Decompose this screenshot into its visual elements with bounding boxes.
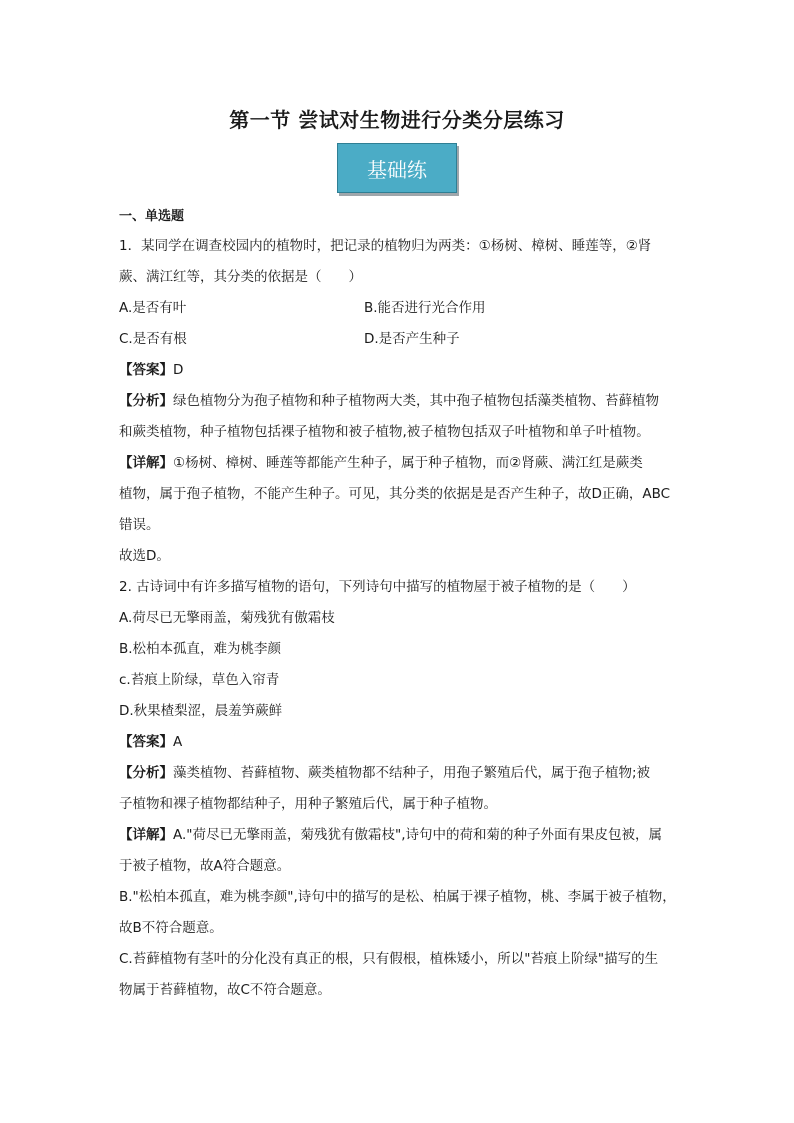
q2-detail-b-line-2: 故B不符合题意。: [119, 920, 223, 936]
question-1: [119, 231, 679, 572]
q1-options-row-2: [119, 324, 679, 355]
q1-analysis-text-1: 绿色植物分为孢子植物和种子植物两大类，其中孢子植物包括藻类植物、苔藓植物: [173, 393, 659, 409]
q2-detail-line-1: [119, 820, 679, 851]
q2-detail-c-line-1: C.苔藓植物有茎叶的分化没有真正的根，只有假根，植株矮小，所以"苔痕上阶绿"描写的生: [119, 951, 659, 967]
question-2: [119, 572, 679, 1006]
q1-answer-tag: 【答案】: [119, 362, 173, 378]
section-heading: 一、单选题: [119, 209, 185, 224]
q1-detail-line-2: 植物，属于孢子植物，不能产生种子。可见，其分类的依据是是否产生种子，故D正确，ABC: [119, 486, 671, 502]
q1-analysis-tag: 【分析】: [119, 393, 173, 409]
q2-detail-line-2: 于被子植物，故A符合题意。: [119, 858, 291, 874]
q2-analysis-line-2: 子植物和裸子植物都结种子，用种子繁殖后代，属于种子植物。: [119, 796, 497, 812]
q2-answer-tag: 【答案】: [119, 734, 173, 750]
q1-stem-line-2: 蕨、满江红等，其分类的依据是（ ）: [119, 269, 362, 285]
q1-detail-line-1: [119, 448, 679, 479]
q1-analysis-line-2: 和蕨类植物，种子植物包括裸子植物和被子植物,被子植物包括双子叶植物和单子叶植物。: [119, 424, 650, 440]
q1-option-d: D.是否产生种子: [364, 331, 460, 347]
q2-answer: [119, 727, 679, 758]
q2-answer-value: A: [173, 734, 183, 750]
q1-option-b: B.能否进行光合作用: [364, 300, 486, 316]
q1-stem-line-1: 1．某同学在调查校园内的植物时，把记录的植物归为两类：①杨树、樟树、睡莲等，②肾: [119, 238, 652, 254]
q2-detail-c-line-2: 物属于苔藓植物，故C不符合题意。: [119, 982, 331, 998]
exercise-content: [119, 206, 679, 1006]
q2-option-d: D.秋果楂梨涩，晨羞笋蕨鲜: [119, 703, 283, 719]
page-title: 第一节 尝试对生物进行分类分层练习: [229, 108, 565, 132]
q1-detail-line-3: 错误。: [119, 517, 160, 533]
q2-detail-tag: 【详解】: [119, 827, 173, 843]
q1-options-row-1: [119, 293, 679, 324]
q1-answer: [119, 355, 679, 386]
level-badge: 基础练: [337, 143, 457, 193]
q2-detail-text-1: A."荷尽已无擎雨盖，菊残犹有傲霜枝",诗句中的荷和菊的种子外面有果皮包被，属: [173, 827, 662, 843]
q1-analysis-line-1: [119, 386, 679, 417]
q2-detail-b-line-1: B."松柏本孤直，难为桃李颜",诗句中的描写的是松、柏属于裸子植物，桃、李属于被子植物，: [119, 889, 676, 905]
q2-analysis-text-1: 藻类植物、苔藓植物、蕨类植物都不结种子，用孢子繁殖后代，属于孢子植物;被: [173, 765, 651, 781]
q1-choose: 故选D。: [119, 548, 170, 564]
q1-detail-text-1: ①杨树、樟树、睡莲等都能产生种子，属于种子植物，而②肾蕨、满江红是蕨类: [173, 455, 643, 471]
q2-option-a: A.荷尽已无擎雨盖，菊残犹有傲霜枝: [119, 610, 335, 626]
q2-stem: 2. 古诗词中有许多描写植物的语句，下列诗句中描写的植物屋于被子植物的是（ ）: [119, 579, 636, 595]
q2-option-c: c.苔痕上阶绿，草色入帘青: [119, 672, 280, 688]
q2-analysis-line-1: [119, 758, 679, 789]
q1-detail-tag: 【详解】: [119, 455, 173, 471]
q2-option-b: B.松柏本孤直，难为桃李颜: [119, 641, 282, 657]
q1-option-c: C.是否有根: [119, 331, 187, 347]
q1-answer-value: D: [173, 362, 184, 378]
q2-analysis-tag: 【分析】: [119, 765, 173, 781]
q1-option-a: A.是否有叶: [119, 300, 187, 316]
